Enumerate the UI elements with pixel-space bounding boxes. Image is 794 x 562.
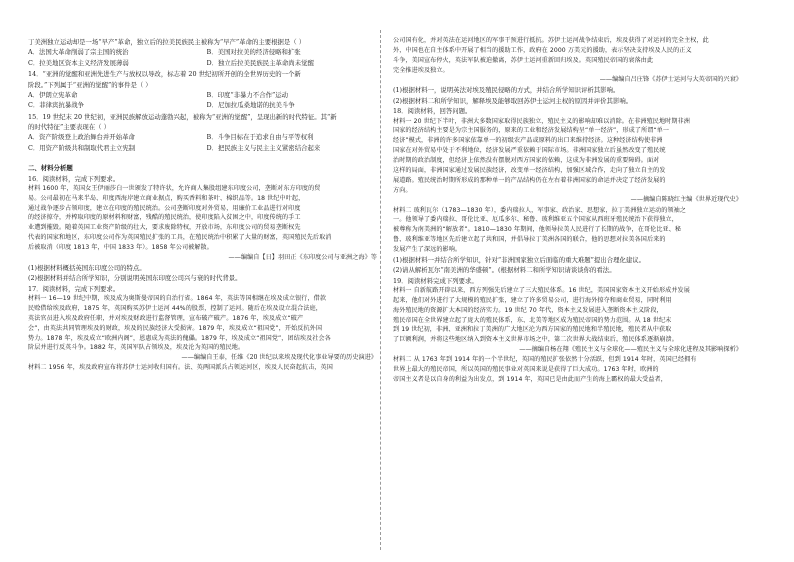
q18-source-1: ——摘编自陈晓红主编《世界近现代史》 (630, 196, 742, 204)
q17-requirement-1: (1)根据材料一，说明英法对埃及殖民侵略的方式，并结合所学知识评析其影响。 (393, 86, 620, 95)
material-line: 展道路。殖民统治时期所形成的那种单一的产品结构仍在左右着非洲国家的命运并决定了经济发展的 (393, 176, 666, 184)
q19-title: 19．阅读材料完成下列要求。 (393, 276, 478, 285)
q14-option-d: D．尼加拉瓜桑地诺的抗美斗争 (206, 101, 295, 110)
q17-material-line: 势力。1878 年，埃及成立“欧洲内阁”，恩惠成为英法的傀儡。1879 年，埃及成立“祖国党”，团结埃及社会各 (28, 334, 331, 342)
q16-title: 16．阅读材料，完成下列要求。 (28, 174, 120, 183)
material-line: 完全推进埃及独立。 (393, 66, 449, 74)
q14-options (28, 90, 377, 111)
material-line: 斗争，美国宣布停火，英法军队被迫撤离，苏伊士运河重新回归埃及。英国殖民帝国的衰落由此 (393, 56, 654, 64)
material-line: 国家在对外贸易中处于不利地位，经济发展严重依赖于国际市场。非洲国家独立后虽然改变了殖民统 (393, 147, 666, 155)
material-line: 起来，他们对外进行了大规模的殖民扩张，建立了许多贸易公司，进行海外掠夺和商业贸易，同时利用 (393, 296, 672, 304)
material-line: 一。他领导了委内瑞拉、哥伦比亚、厄瓜多尔、秘鲁、玻利维亚五个国家从西班牙殖民统治下获得独立， (393, 216, 678, 224)
q13-option-c: C．拉美地区资本主义经济发展薄弱 (28, 58, 129, 67)
q16-material-line: 易。公司最初在马来半岛、印度西海岸建立商业据点，购买香料和茶叶、棉织品等。18 世纪中叶起， (28, 194, 305, 202)
material-line: 鲁、玻利维亚等地区先后建立起了共和国，并倡导拉丁美洲各国的联合，他的思想对拉美各国后来的 (393, 236, 666, 244)
q15-stem-line2: 的时代特征”主要表现在（ ） (28, 123, 110, 131)
q13-option-b: B．美国对拉美的经济侵略和扩张 (206, 48, 301, 57)
q15-option-c: C．用资产阶级共和制取代君主立宪制 (28, 143, 136, 152)
q17-material-line: 会”，由英法共同管理埃及的财政，埃及的民族经济大受损害。1879 年，埃及成立“祖国党”，开始反抗外国 (28, 324, 323, 332)
q17-material-line: 材料一 16—19 世纪中期，埃及成为奥斯曼帝国的自治行省。1864 年，英法等国相继在埃及成立银行，借款 (28, 295, 327, 303)
q17-material-line: 民赊借给埃及政府，1875 年，英国购买苏伊士运河 44%的股票，控制了运河。随后在埃及设立混合法庭， (28, 304, 322, 312)
material-line: 治时期的政治制度，但经济上依然没有摆脱对西方国家的依赖，这成为非洲发展的重要障碍。面对 (393, 157, 660, 165)
q16-material-line: 的经济掠夺，并榨取印度的原材料和财富，残酷的殖民统治，使印度陷入贫困之中，印度传统的手工 (28, 214, 301, 222)
q13-stem: 丁美洲独立运动却是一场“早产”革命，独立后的拉美民族民主被称为“早产”革命的主要根据是（ ） (28, 38, 306, 46)
material-line: 海外殖民地的资源扩大本国的经济实力。19 世纪 70 年代，资本主义发展进入垄断资本主义阶段， (393, 306, 663, 314)
material-line: 发展产生了深远的影响。 (393, 245, 462, 253)
q15-option-b: B．斗争目标在于追求自由与平等权利 (206, 133, 314, 142)
q14-option-a: A．伊朗立宪革命 (28, 90, 78, 99)
q19-material-1 (393, 286, 742, 345)
q16-material (28, 184, 377, 253)
left-column (28, 36, 377, 548)
material-line: 帝国主义者是以自身的利益为出发点，到 1914 年，英国已是由此而产生的海上霸权的最大受益者， (393, 375, 667, 383)
material-line: 材料一 自新航路开辟以来，西方列强先后建立了三大殖民体系。16 世纪，美国国家资本主义开始形成并发展 (393, 286, 690, 294)
q14-option-b: B．印度“非暴力不合作”运动 (206, 90, 289, 99)
q16-material-line: 业遭到摧毁。随着英国工业资产阶级的壮大，要求废除特权，开放市场，东印度公司的贸易垄断权先 (28, 224, 301, 232)
q15-stem-line1: 15．19 世纪末 20 世纪初，亚洲民族解放运动蓬勃兴起，被称为“亚洲的觉醒”，呈现出新的时代特征。其“新 (28, 112, 337, 121)
q15-options (28, 132, 377, 153)
section-title: 二、材料分析题 (28, 164, 73, 173)
q14-option-c: C．菲律宾抗暴战争 (28, 101, 85, 110)
material-line: 世界上最大的殖民帝国，所以英国的殖民事业对英国来说是获得了巨大成功。1763 年时，欧洲的 (393, 366, 659, 374)
q15-option-a: A．资产阶级登上政治舞台并开始革命 (28, 133, 135, 142)
q14-stem-line2: 阶段。”下列属于“亚洲的觉醒”的事件是（ ） (28, 80, 152, 89)
q13-option-d: D．独立后拉美民族民主革命尚未觉醒 (206, 58, 314, 67)
q16-material-line: 材料 1600 年，英国女王伊丽莎白一世颁发了特许状，允许商人集股组建东印度公司，垄断对东方印度的贸 (28, 184, 321, 192)
q16-requirement-1: (1)根据材料概括英国东印度公司的特点。 (28, 263, 146, 272)
q18-requirement-2: (2)请从解析瓦尔“南美洲的华盛顿”。(根据材料二和所学知识请谈谈你的看法。 (393, 266, 616, 275)
material-line: 材料一 20 世纪下半叶，非洲大多数国家取得民族独立，殖民主义的影响却难以消除。在非洲殖民地时期非洲 (393, 117, 690, 125)
material-line: 被尊称为南美洲的“解放者”。1810—1830 年期间，他领导拉美人民进行了长期的战争，在哥伦比亚、秘 (393, 226, 682, 234)
material-line: 外，中国也在自主体系中开展了相当的援助工作，政府在 2000 万美元的援助，表示坚决支持埃及人民的正义 (393, 46, 692, 54)
material-line: 殖民帝国在全世界建立起了庞大的殖民体系，东、北美等地区成为殖民帝国的势力范围。从 18 世纪末 (393, 316, 672, 324)
q16-requirement-2: (2)根据材料并结合所学知识，分别说明英国东印度公司兴与衰的时代背景。 (28, 274, 242, 283)
q18-material-1 (393, 117, 742, 196)
q14-stem-line1: 14．“亚洲的觉醒和亚洲先进生产与放权以导改，标志着 20 世纪初所开创的全世界历史的一个新 (28, 70, 301, 79)
q19-material-2 (393, 355, 742, 385)
q13-option-a: A．法国大革命削弱了宗主国的统治 (28, 48, 129, 57)
right-column (393, 36, 742, 548)
q17-material-line: 英法官员进入埃及政府任职，并对埃及财政进行监督管理，宣布破产破产。1876 年，埃及成立“破产 (28, 314, 304, 322)
q16-material-line: 后被取消（印度 1813 年，中国 1833 年）。1858 年公司被解散。 (28, 244, 213, 252)
q18-title: 18．阅读材料，回答问题。 (393, 107, 472, 116)
material-line: 国家的经济结构主要是为宗主国服务的，原来的工业和经济发展结构呈“单一经济”，形成了所谓“单一 (393, 127, 670, 135)
q16-source: ——编编自【日】羽田正《东印度公司与亚洲之海》等 (228, 253, 377, 261)
material-line: 经济”模式，非洲的许多国家依靠单一的初级农产品或原料的出口来维持经济。这种经济结构使非洲 (393, 137, 663, 145)
material-line: 了巨额利润，并将这些地区纳入到资本主义世界市场之中，第二次世界大战结束后，殖民体系逐渐崩溃。 (393, 336, 678, 344)
q16-material-line: 代表的国家和地区，东印度公司作为英国殖民扩张的工具，在殖民统治中积累了大量的财富，英国殖民先后取消 (28, 234, 332, 242)
material-line: 到 19 世纪初，非洲、亚洲和拉丁美洲的广大地区沦为西方国家的殖民地和半殖民地，殖民者从中获取 (393, 326, 672, 334)
q17-source-2: ——编编自吕庄锋《苏伊士运河与大英帝国的兴衰》 (599, 76, 742, 84)
material-line: 方向。 (393, 186, 412, 194)
q17-source: ——编编自王泰，任维《20 世纪以来埃及现代化事业导要的历史演进》 (181, 354, 377, 362)
q17-material-2-cont (393, 36, 742, 75)
q15-option-d: D．把民族主义与民主主义紧密结合起来 (206, 143, 321, 152)
column-divider (380, 30, 381, 550)
material-line: 材料二 玻利瓦尔（1783—1830 年），委内瑞拉人，军事家、政治家、思想家，拉丁美洲独立运动的领袖之 (393, 206, 686, 214)
material-line: 公司国有化，并对英法在运河地区的军事干预进行抵抗。苏伊士运河战争结束后，埃及获得了对运河的完全主权，此 (393, 37, 709, 44)
q17-title: 17．阅读材料，完成下列要求。 (28, 284, 120, 293)
q18-requirement-1: (1)根据材料一并结合所学知识，针对“非洲国家独立后面临的重大难题”提出合理化建议。 (393, 255, 646, 264)
material-line: 这样的局面，非洲国家通过发展民族经济，改变单一经济结构，加强区域合作，走向了独立自主的发 (393, 166, 666, 174)
q17-material-2: 材料二 1956 年，埃及政府宣布将苏伊士运河收归国有。法、英两国派兵占领运河区，埃及人民奋起抗击，英国 (28, 364, 333, 372)
q16-material-line: 通过战争逐步占领印度，建立在印度的殖民统治。公司垄断印度对外贸易，用廉价工业品进行对印度 (28, 204, 301, 212)
q19-source-1: ——摘编自杨在翔《殖民主义与全球化——殖民主义与全球化进程及其影响探析》 (519, 346, 742, 354)
q13-options (28, 47, 377, 68)
q17-requirement-2: (2)根据材料二和所学知识，解释埃及能够取回苏伊士运河主权的原因并评价其影响。 (393, 96, 633, 105)
q18-material-2 (393, 206, 742, 255)
q17-material-line: 阶层并进行反英斗争。1882 年，英国军队占领埃及，埃及沦为英国的殖民地。 (28, 344, 245, 352)
material-line: 材料二 从 1763 年到 1914 年的一个半世纪，英国的殖民扩张依然十分活跃，但到 1914 年时，英国已经拥有 (393, 356, 697, 364)
q17-material-1 (28, 294, 377, 353)
